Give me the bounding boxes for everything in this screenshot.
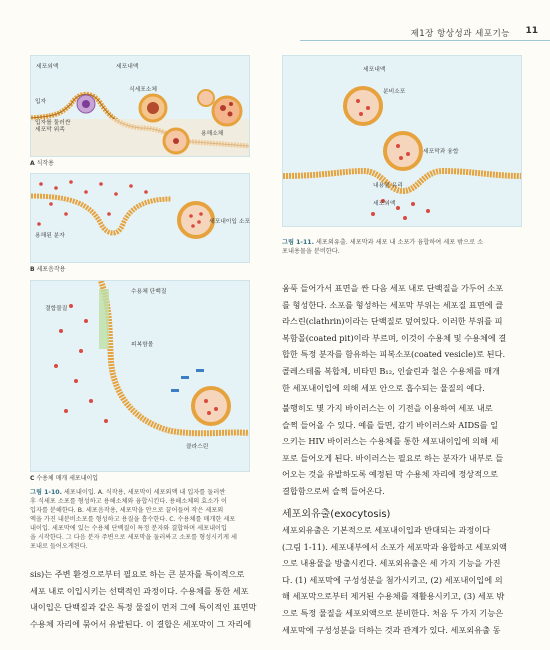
- figure-1-11: [282, 55, 522, 227]
- page-number: 11: [525, 26, 538, 36]
- label-inside: 세포내액: [116, 64, 139, 70]
- label-release: 내용물 유리: [373, 183, 403, 189]
- panel-c-label: C 수용체 매개 세포내이입: [30, 475, 99, 482]
- chapter-title: 제1장 항상성과 세포기능: [410, 29, 510, 39]
- section-title: 세포외유출(exocytosis): [282, 509, 391, 520]
- label-coated-pit: 피복함몰: [131, 342, 154, 348]
- fig-1-11-caption: 그림 1-11. 세포외유출. 세포막과 세포 내 소포가 융합하여 세포 밖으로 소 포내용물을 분비한다.: [282, 239, 484, 255]
- panel-b-label: B 세포음작용: [30, 266, 66, 273]
- label-particle: 입자: [35, 99, 47, 105]
- label-fusion: 세포막과 융합: [423, 149, 459, 155]
- right-body-text-3: 세포외유출은 기본적으로 세포내이입과 반대되는 과정이다 (그림 1-11). 세포내부에서 소포가 세포막과 융합하고 세포외액 으로 내용물을 방출시킨다. 세포외유출은 세 가지 기능을 가진 다. (1) 세포막에 구성성분을 첨가시키고, (2) 세포내이입에 의 해 세포막으로부터 제거된 수용체를 재활용시키고, (3) 세포 밖 으로 특정 물질을 세포외액으로 분비한다. 처음 두 가지 기능은 세포막에 구성성분을 더하는 것과 관계가 있다. 세포외유출 동: [282, 525, 507, 635]
- label-lysosome: 용해소체: [201, 131, 224, 137]
- label-clathrin: 클라스린: [186, 444, 209, 450]
- figure-panel-a: [30, 55, 250, 157]
- right-body-text-2: 불행히도 몇 가지 바이러스는 이 기전을 이용하여 세포 내로 슬쩍 들어올 수 있다. 예를 들면, 감기 바이러스와 AIDS를 일 으키는 HIV 바이러스는 수용체를 통한 세포내이입에 의해 세 포로 들어오게 된다. 바이러스는 필요로 하는 분자가 내부로 들 어오는 것을 유발하도록 예정된 막 수용체 자리에 정상적으로 결합함으로써 슬쩍 들어온다.: [282, 403, 504, 496]
- left-body-text: sis)는 주변 환경으로부터 필요로 하는 큰 분자를 특이적으로 세포 내로 이입시키는 선택적인 과정이다. 수용체를 통한 세포 내이입은 단백질과 같은 특정 물질이 먼저 그에 특이적인 표면막 수용체 자리에 묶어서 유발된다. 이 결합은 세포막이 그 자리에: [30, 569, 257, 629]
- fig-1-10-caption: 그림 1-10. 세포내이입. A. 식작용, 세포막이 세포외액 내 입자를 둘러싼 후 식세포 소포를 형성하고 용해소체와 융합시킨다. 용해소체의 효소가 이 입자를 분해한다. B. 세포음작용, 세포막을 안으로 끌어들여 작은 세포외 액을 가진 내분비소포를 형성하고 용질을 흡수한다. C. 수용체를 매개한 세포 내이입. 세포막에 있는 수용체 단백질이 특정 분자와 결합하며 세포내이입 을 시작한다. 그 다음 분자 주변으로 세포막을 둘러싸고 소포를 형성시키게 세 포내로 들어오게된다.: [30, 489, 237, 550]
- label-solute: 용해된 분자: [35, 233, 65, 239]
- label-receptor: 수용체 단백질: [131, 289, 167, 295]
- label-outside: 세포외액: [36, 64, 59, 70]
- label-outside-11: 세포외액: [373, 201, 396, 207]
- label-inside-11: 세포내액: [363, 67, 386, 73]
- right-body-text-1: 움푹 들어가서 표면을 싼 다음 세포 내로 단백질을 가두어 소포 를 형성한다. 소포를 형성하는 세포막 부위는 세포질 표면에 클 라스린(clathrin)이라는 단백질로 덮여있다. 이러한 부위를 피 복함몰(coated pit)이라 부르며, 이것이 수용체 및 수용체에 결 합한 특정 분자를 함유하는 피복소포(coated vesicle)로 된다. 콜레스테롤 복합체, 비타민 B₁₂, 인슐린과 철은 수용체를 매개 한 세포내이입에 의해 세포 안으로 흡수되는 물질의 예다.: [282, 283, 507, 393]
- figure-panel-c: [30, 280, 250, 472]
- label-pseudopod: 입자를 둘러싼 세포막 위족: [35, 120, 71, 133]
- label-vesicle-11: 분비소포: [383, 89, 406, 95]
- panel-a-label: A 식작용: [30, 160, 54, 167]
- phagocytosis-illustration: [31, 56, 249, 156]
- label-phagosome: 식세포소체: [129, 87, 157, 93]
- label-ligand: 결합물질: [45, 306, 68, 312]
- header-rule: [300, 40, 550, 41]
- figure-panel-b: [30, 173, 250, 263]
- exocytosis-illustration: [283, 56, 521, 226]
- label-vesicle: 세포내이입 소포: [209, 219, 251, 225]
